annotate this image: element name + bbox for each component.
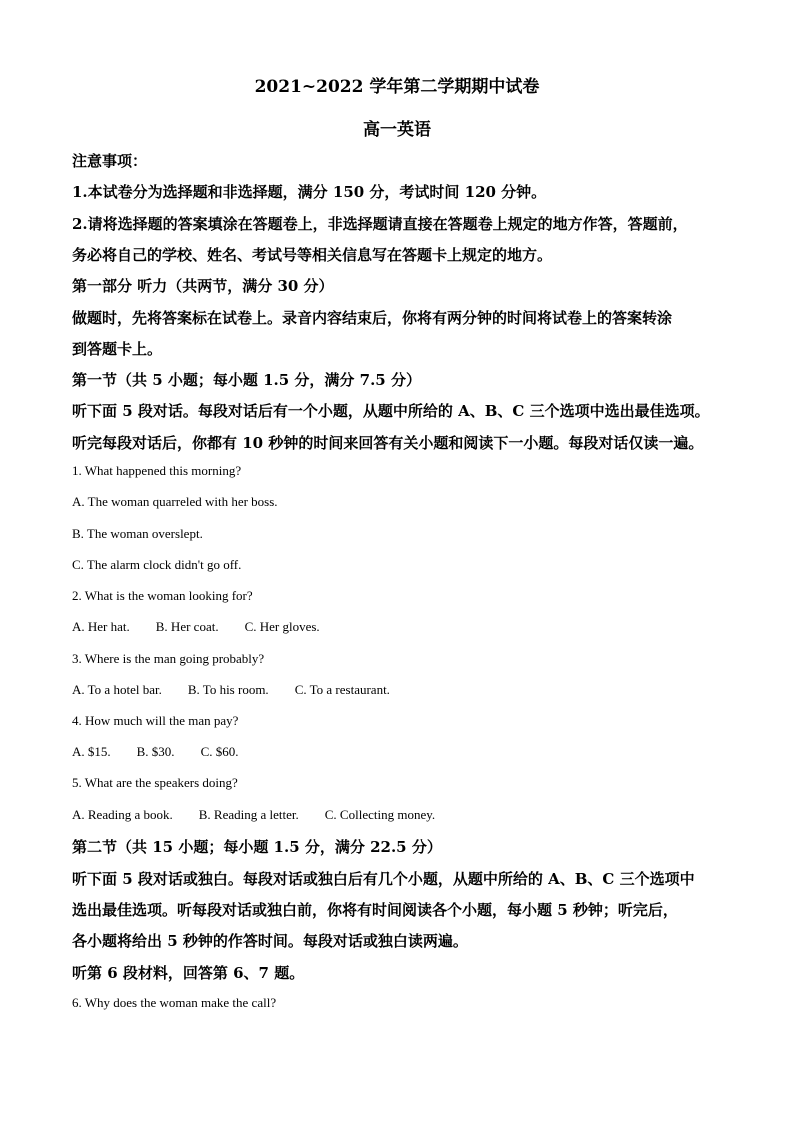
question-5-option-b: B. Reading a letter. <box>198 807 299 822</box>
question-3-options <box>72 682 734 698</box>
question-2-options <box>72 619 734 635</box>
part1-instruction-line-1: 做题时，先将答案标在试卷上。录音内容结束后，你将有两分钟的时间将试卷上的答案转涂 <box>72 309 673 327</box>
section2-instruction-line-2: 选出最佳选项。听每段对话或独白前，你将有时间阅读各个小题，每小题 5 秒钟；听完后， <box>72 901 678 919</box>
part1-heading: 第一部分 听力（共两节，满分 30 分） <box>72 277 334 295</box>
section2-instruction-line-3: 各小题将给出 5 秒钟的作答时间。每段对话或独白读两遍。 <box>72 932 468 950</box>
question-4-stem: 4. How much will the man pay? <box>72 713 239 728</box>
part1-instruction-line-2: 到答题卡上。 <box>72 340 163 358</box>
question-5-stem: 5. What are the speakers doing? <box>72 775 238 790</box>
question-4-option-c: C. $60. <box>200 744 239 759</box>
subject-title: 高一英语 <box>363 120 431 140</box>
section1-heading: 第一节（共 5 小题；每小题 1.5 分，满分 7.5 分） <box>72 371 421 389</box>
question-2-option-a: A. Her hat. <box>72 619 130 634</box>
exam-title: 2021~2022 学年第二学期期中试卷 <box>254 77 540 97</box>
notice-item-1: 1.本试卷分为选择题和非选择题，满分 150 分，考试时间 120 分钟。 <box>72 183 547 201</box>
question-1-option-c: C. The alarm clock didn't go off. <box>72 557 242 572</box>
section2-heading: 第二节（共 15 小题；每小题 1.5 分，满分 22.5 分） <box>72 838 442 856</box>
notice-heading: 注意事项： <box>72 152 148 170</box>
question-4-option-b: B. $30. <box>136 744 175 759</box>
material-6-instruction: 听第 6 段材料，回答第 6、7 题。 <box>72 964 305 982</box>
question-3-option-c: C. To a restaurant. <box>294 682 390 697</box>
question-5-option-a: A. Reading a book. <box>72 807 173 822</box>
section1-instruction-line-2: 听完每段对话后，你都有 10 秒钟的时间来回答有关小题和阅读下一小题。每段对话仅读一遍。 <box>72 434 704 452</box>
question-2-stem: 2. What is the woman looking for? <box>72 588 253 603</box>
question-2-option-b: B. Her coat. <box>155 619 219 634</box>
question-4-option-a: A. $15. <box>72 744 111 759</box>
question-5-options <box>72 807 734 823</box>
question-1-stem: 1. What happened this morning? <box>72 463 242 478</box>
notice-item-2-line-2: 务必将自己的学校、姓名、考试号等相关信息写在答题卡上规定的地方。 <box>72 246 553 264</box>
question-1-option-a: A. The woman quarreled with her boss. <box>72 494 278 509</box>
question-2-option-c: C. Her gloves. <box>244 619 320 634</box>
section2-instruction-line-1: 听下面 5 段对话或独白。每段对话或独白后有几个小题，从题中所给的 A、B、C 三个选项中 <box>72 870 695 888</box>
question-3-option-a: A. To a hotel bar. <box>72 682 162 697</box>
section1-instruction-line-1: 听下面 5 段对话。每段对话后有一个小题，从题中所给的 A、B、C 三个选项中选出最佳选项。 <box>72 402 710 420</box>
question-4-options <box>72 744 734 760</box>
notice-item-2-line-1: 2.请将选择题的答案填涂在答题卷上，非选择题请直接在答题卷上规定的地方作答，答题前， <box>72 215 688 233</box>
question-3-stem: 3. Where is the man going probably? <box>72 651 265 666</box>
question-5-option-c: C. Collecting money. <box>324 807 436 822</box>
question-6-stem: 6. Why does the woman make the call? <box>72 995 277 1010</box>
question-3-option-b: B. To his room. <box>187 682 269 697</box>
question-1-option-b: B. The woman overslept. <box>72 526 203 541</box>
